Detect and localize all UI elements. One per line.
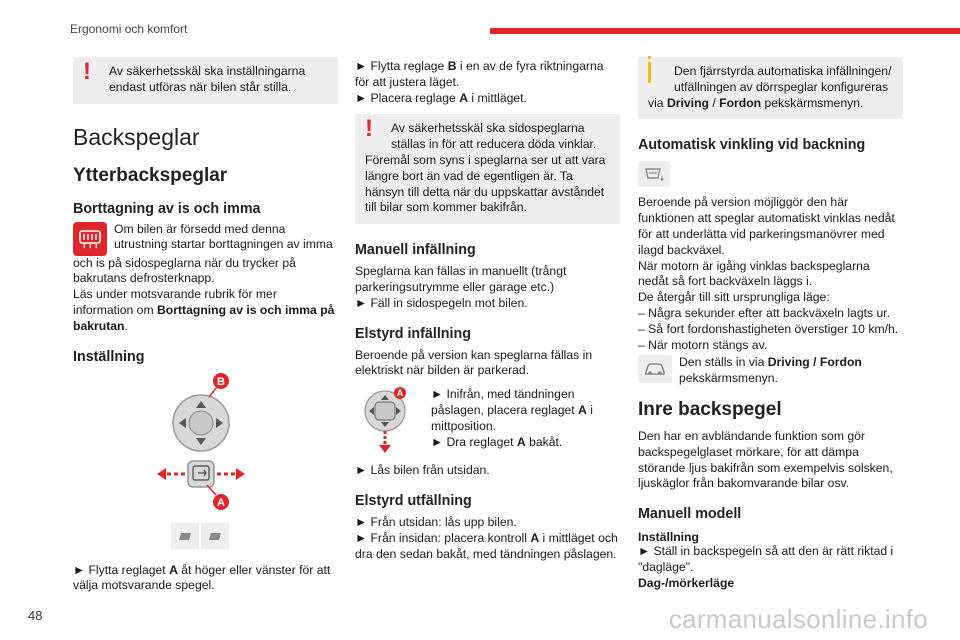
heading-ytterbackspeglar: Ytterbackspeglar: [73, 164, 228, 186]
header-accent-bar: [490, 28, 960, 34]
label-b: B: [217, 375, 225, 388]
heading-dag-morkerlage: Dag-/mörkerläge: [638, 575, 735, 590]
watermark: carmanualsonline.info: [668, 604, 928, 634]
electric-fold-steps: A ► Inifrån, med tändningen påslagen, placera reglaget A i mittposition. ► Dra reglaget A bakåt.: [355, 387, 620, 455]
mirror-selection-icons: [171, 523, 338, 549]
mirror-right-icon: [201, 523, 229, 549]
step-lock-car: ► Lås bilen från utsidan.: [355, 463, 490, 478]
info-icon: [648, 62, 651, 83]
warning-box: ! Av säkerhetsskäl ska inställningarna endast utföras när bilen står stilla.: [73, 57, 338, 104]
warning-box-blind-spot: ! Av säkerhetsskäl ska sidospeglarna ställas in för att reducera döda vinklar. Föremål som syns i speglarna ser ut att vara längre bort än vad de egentligen är. Ta hänsyn till detta när du uppskattar avståndet till bilar som kommer bakifrån.: [355, 114, 620, 224]
column-2: ► Flytta reglage B i en av de fyra riktningarna för att justera läget. ► Placera reglage A i mittläget. ! Av säkerhetsskäl ska sidospeglarna ställas in för att reducera döda vinklar. Föremål som syns i speglarna ser ut att vara längre bort än vad de egentligen är. Ta hänsyn till detta när du uppskattar avståndet till bilar som kommer bakifrån. Manuell infällning Speglarna kan fällas in manuellt (trångt parkeringsutrymme eller garage etc.) ► Fäll in sidospegeln mot bilen. Elstyrd infällning Beroende på version kan speglarna fällas in elektriskt när bilden är parkerad. A ► Inifrån, med tändningen påslagen, placera reglaget A i mittposition. ► Dra reglaget A bakåt. ► Lås bilen från utsidan. Elstyrd utfällning ► Från utsidan: lås upp bilen. ► Från insidan: placera kontroll A i mittläget och dra den sedan bakåt, med tändningen påslagen.: [355, 55, 620, 562]
page-number: 48: [28, 608, 43, 623]
heading-installning: Inställning: [73, 348, 145, 365]
info-box: Den fjärrstyrda automatiska infällningen/ utfällningen av dörrspeglar konfigureras via Driving / Fordon pekskärmsmenyn.: [638, 57, 903, 119]
defog-paragraph: Om bilen är försedd med denna utrustning startar borttagningen av imma: [73, 222, 338, 256]
heading-manuell-modell: Manuell modell: [638, 506, 742, 523]
mirror-tilt-icon: [638, 161, 670, 187]
step-adjust-b: ► Flytta reglage B i en av de fyra riktningarna för att justera läget.: [355, 59, 604, 89]
defrost-icon: [73, 222, 107, 256]
column-1: ! Av säkerhetsskäl ska inställningarna endast utföras när bilen står stilla. Backspeglar Ytterbackspeglar Borttagning av is och imma Om bilen är försedd med denna utrustning startar borttagningen av imma och is på sidospeglarna när du trycker på bakrutans defrosterknapp. Läs under motsvarande rubrik för mer information om Borttagning av is och imma på bakrutan. Inställning B A ► Flytta reglaget A åt höger eller vänster för att välja motsvarande spegel.: [73, 55, 338, 594]
step-select-mirror: ► Flytta reglaget A åt höger eller vänster för att välja motsvarande spegel.: [73, 562, 331, 593]
step-center-a: ► Placera reglage A i mittläget.: [355, 90, 527, 105]
section-title: Ergonomi och komfort: [70, 22, 188, 36]
warning-icon: !: [83, 58, 91, 85]
heading-manuell-infallning: Manuell infällning: [355, 242, 476, 259]
heading-automatisk-vinkling: Automatisk vinkling vid backning: [638, 137, 866, 154]
heading-installning-sub: Inställning: [638, 530, 699, 545]
mirror-left-icon: [171, 523, 199, 549]
heading-elstyrd-utfallning: Elstyrd utfällning: [355, 492, 472, 509]
settings-note: Den ställs in via Driving / Fordon pekskärmsmenyn.: [638, 355, 903, 387]
step-fold-manual: ► Fäll in sidospegeln mot bilen.: [355, 295, 528, 310]
column-3: Den fjärrstyrda automatiska infällningen/ utfällningen av dörrspeglar konfigureras via Driving / Fordon pekskärmsmenyn. Automatisk vinkling vid backning Beroende på version möjliggör den här funktionen att speglar automatiskt vinklas nedåt för att underlätta vid parkeringsmanövrer med ilagd backväxel. När motorn är igång vinklas backspeglarna nedåt så fort backväxeln läggs i. De återgår till sitt ursprungliga läge: – Några sekunder efter att backväxeln lagts ur. – Så fort fordonshastigheten överstiger 10 km/h. – När motorn stängs av. Den ställs in via Driving / Fordon pekskärmsmenyn. Inre backspegel Den har en avbländande funktion som gör backspegelglaset mörkare, för att dämpa störande ljus bakifrån som exempelvis solsken, ljuskäglor från bakomvarande bilar osv. Manuell modell Inställning ► Ställ in backspegeln så att den är rätt riktad i "dagläge". Dag-/mörkerläge: [638, 55, 903, 590]
label-a: A: [217, 496, 225, 509]
mirror-fold-control-icon: [355, 387, 419, 455]
heading-inre-backspegel: Inre backspegel: [638, 398, 782, 420]
heading-backspeglar: Backspeglar: [73, 123, 200, 150]
warning-icon: !: [365, 115, 373, 143]
mirror-adjust-illustration: [73, 373, 338, 523]
mirror-adjust-control-icon: [73, 373, 338, 523]
heading-elstyrd-infallning: Elstyrd infällning: [355, 325, 471, 342]
heading-defog: Borttagning av is och imma: [73, 200, 261, 217]
car-settings-icon: [638, 355, 672, 383]
svg-text:A: A: [396, 388, 404, 399]
